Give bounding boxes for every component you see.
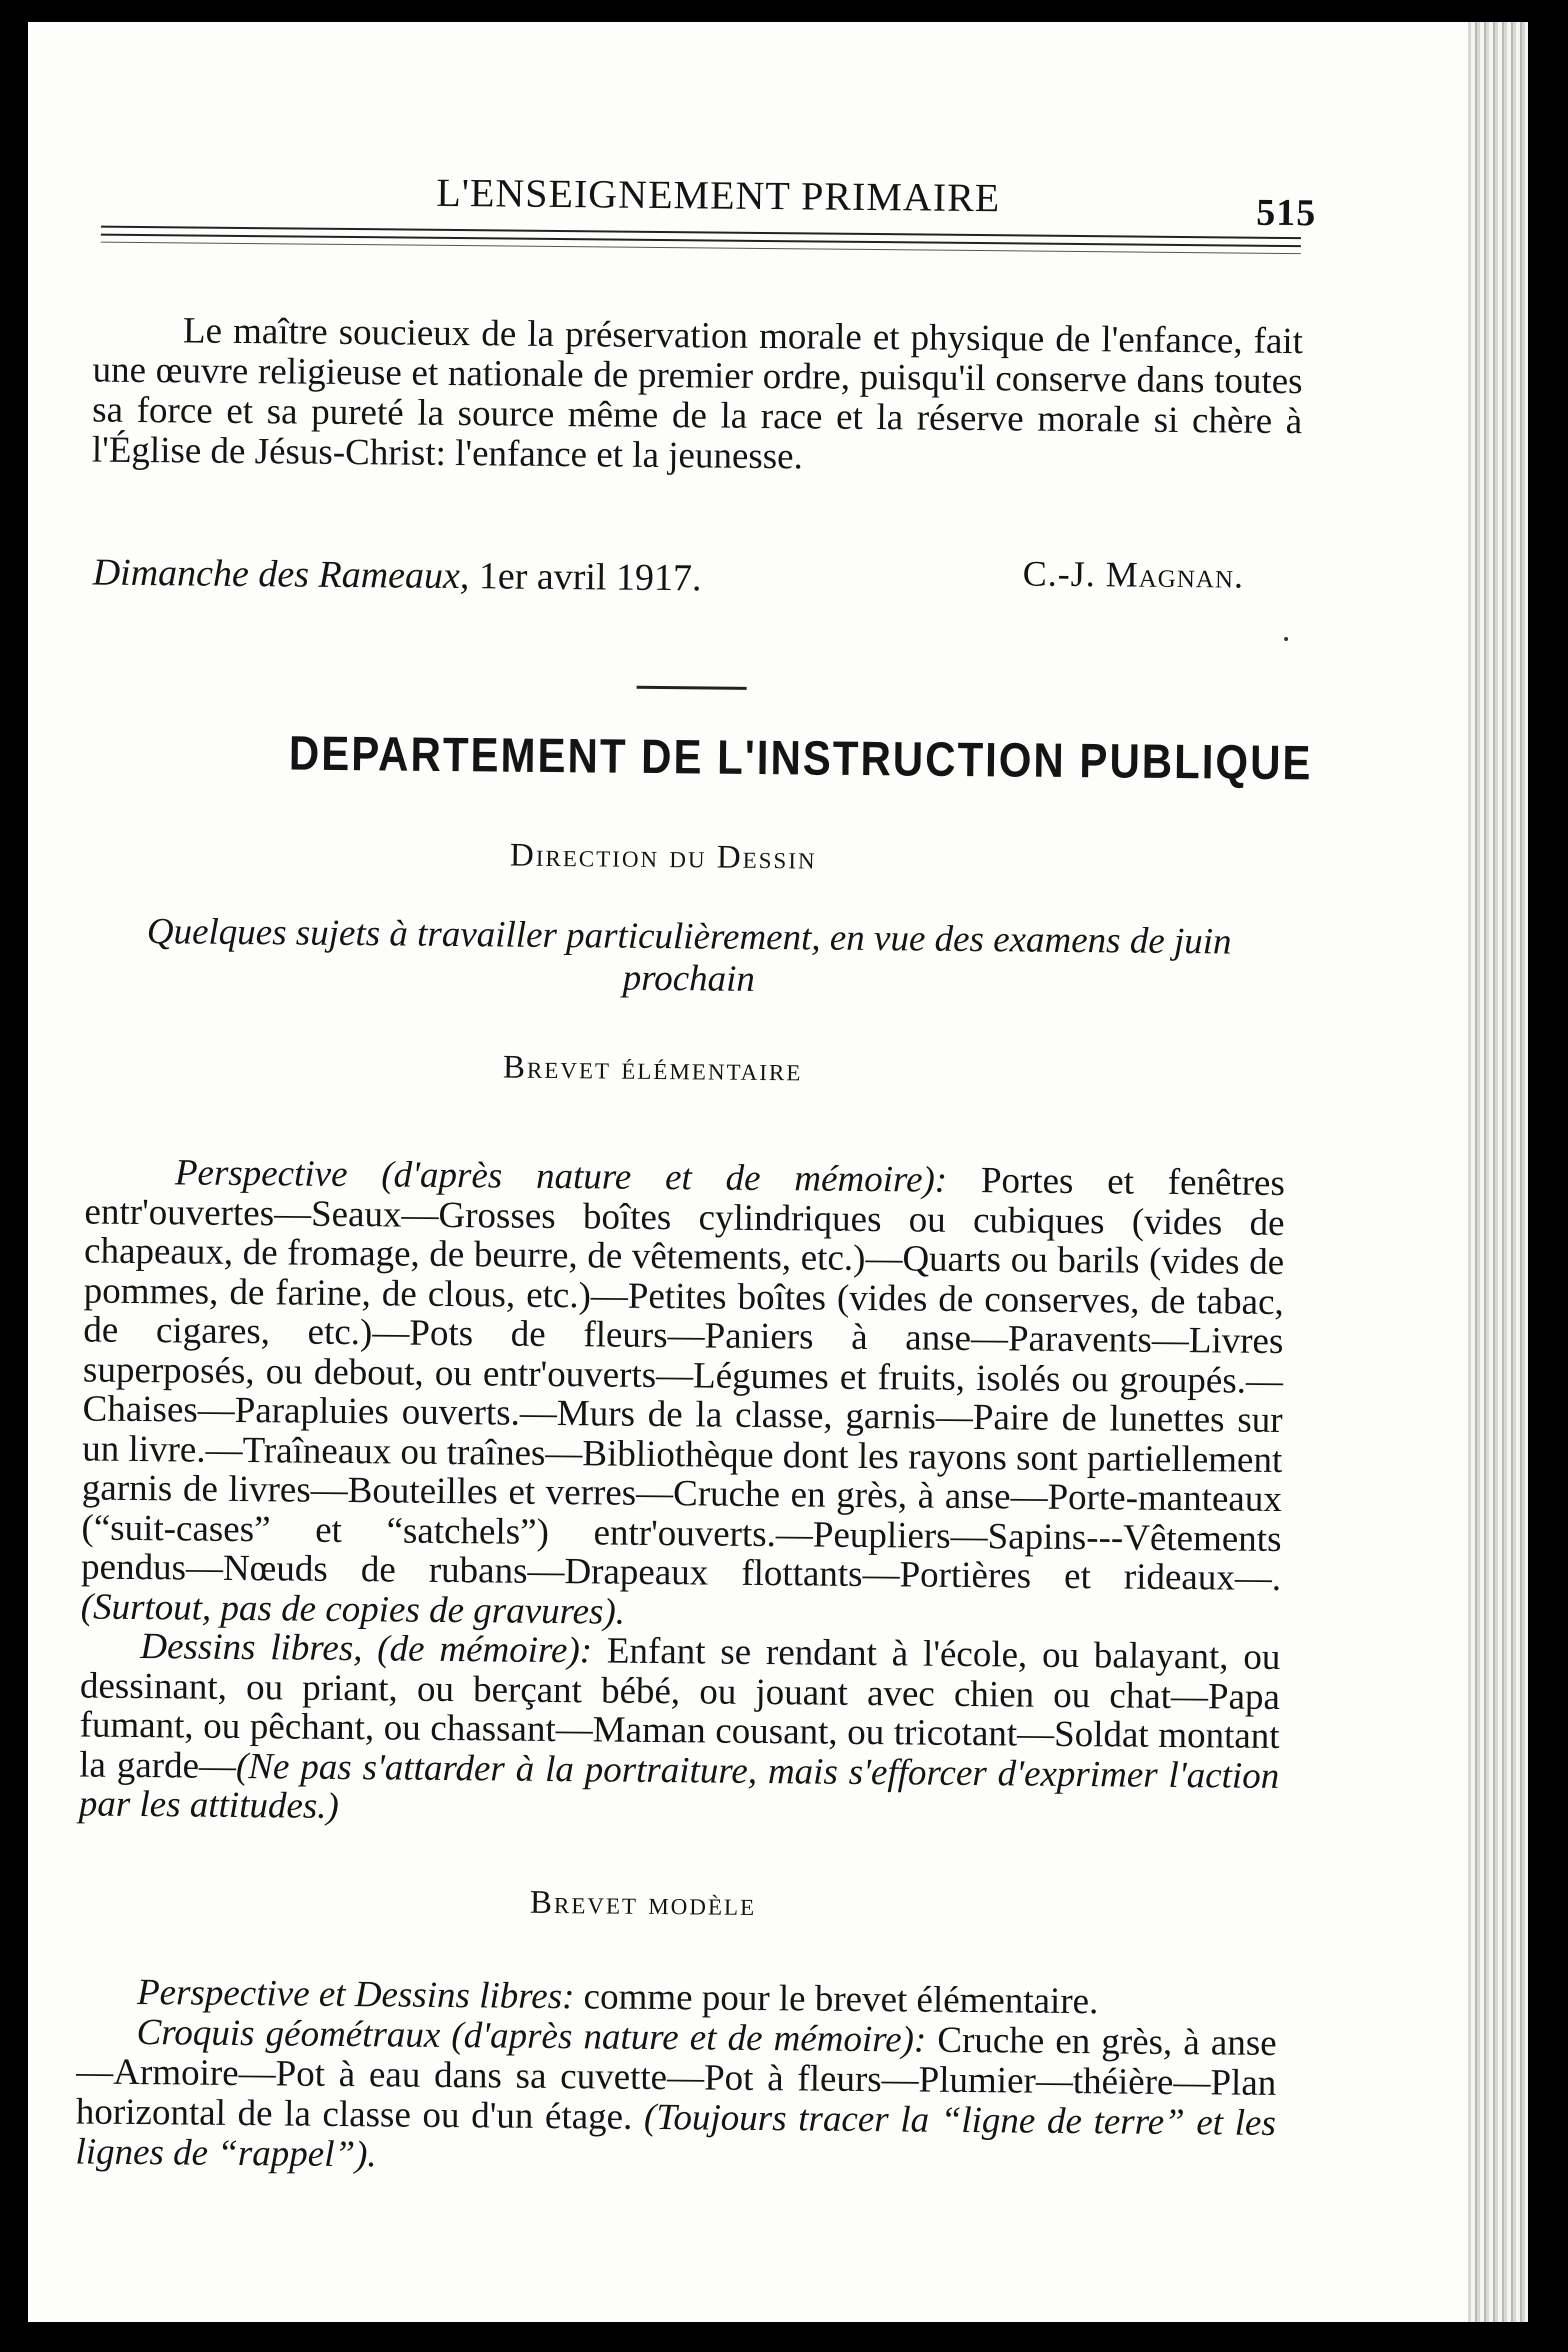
dateline bbox=[92, 551, 701, 601]
page-number: 515 bbox=[1255, 191, 1317, 235]
intro-paragraph-text: Le maître soucieux de la préservation morale et physique de l'enfance, fait une œuvre religieuse et nationale de premier ordre, puisqu'il conserve dans toutes sa force et sa pureté la source même de la race et la réserve morale si chère à l'Église de Jésus-Christ: l'enfance et la jeunesse. bbox=[91, 310, 1304, 478]
croquis-note: (Toujours tracer la “ligne de terre” et les lignes de “rappel”). bbox=[75, 2096, 1277, 2176]
page-text-block bbox=[28, 22, 1508, 2322]
croquis-label: Croquis géométraux (d'après nature et de mémoire): bbox=[136, 2012, 927, 2061]
direction-heading: Direction du Dessin bbox=[509, 837, 817, 877]
dessins-label: Dessins libres, (de mémoire): bbox=[140, 1626, 593, 1672]
perspective-note: (Surtout, pas de copies de gravures). bbox=[80, 1585, 626, 1633]
print-speck bbox=[1284, 637, 1288, 641]
brevet-modele-heading: Brevet modèle bbox=[529, 1884, 757, 1923]
brevet-elementaire-text bbox=[79, 1152, 1285, 1835]
brevet-elementaire-heading: Brevet élémentaire bbox=[502, 1049, 803, 1089]
subjects-heading: Quelques sujets à travailler particulièrement, en vue des examens de juin prochain bbox=[146, 911, 1232, 1000]
journal-title: L'ENSEIGNEMENT PRIMAIRE bbox=[436, 169, 1001, 221]
dateline-date: 1er avril 1917. bbox=[469, 555, 702, 600]
brevet-modele-text bbox=[75, 1972, 1277, 2184]
perspective-text: Portes et fenêtres entr'ouvertes—Seaux—Grosses boîtes cylindriques ou cubiques (vides de chapeaux, de fromage, de beurre, de vêtements, etc.)—Quarts ou barils (vides de pommes, de farine, de clous, etc.)—Petites boîtes (vides de conserves, de tabac, de cigares, etc.)—Pots de fleurs—Paniers à anse—Paravents—Livres superposés, ou debout, ou entr'ouverts—Légumes et fruits, isolés ou groupés.—Chaises—Parapluies ouverts.—Murs de la classe, garnis—Paire de lunettes sur un livre.—Traîneaux ou traînes—Bibliothèque dont les rayons sont partiellement garnis de livres—Bouteilles et verres—Cruche en grès, à anse—Porte-manteaux (“suit-cases” et “satchels”) entr'ouverts.—Peupliers—Sapins---Vêtements pendus—Nœuds de rubans—Drapeaux flottants—Portières et rideaux—. bbox=[80, 1159, 1286, 1599]
modele-line1-text: comme pour le brevet élémentaire. bbox=[574, 1976, 1099, 2023]
dateline-day: Dimanche des Rameaux, bbox=[92, 551, 470, 598]
book-page bbox=[28, 22, 1528, 2322]
croquis-text: Cruche en grès, à anse—Armoire—Pot à eau dans sa cuvette—Pot à fleurs—Plumier—théière—Plan horizontal de la classe ou d'un étage. bbox=[75, 2019, 1277, 2138]
running-header bbox=[97, 166, 1317, 235]
modele-line1-label: Perspective et Dessins libres: bbox=[136, 1972, 575, 2018]
perspective-label: Perspective (d'après nature et de mémoire): bbox=[174, 1152, 948, 1201]
dessins-note: (Ne pas s'attarder à la portraiture, mais s'efforcer d'exprimer l'action par les attitudes.) bbox=[78, 1745, 1280, 1827]
signature: C.-J. Magnan. bbox=[1022, 553, 1245, 596]
intro-paragraph bbox=[92, 311, 1303, 483]
section-divider bbox=[637, 686, 747, 690]
dessins-text: Enfant se rendant à l'école, ou balayant, ou dessinant, ou priant, ou berçant bébé, ou jouant avec chien ou chat—Papa fumant, ou pêchant, ou chassant—Maman cousant, ou tricotant—Soldat montant la garde— bbox=[79, 1630, 1281, 1787]
department-heading: DEPARTEMENT DE L'INSTRUCTION PUBLIQUE bbox=[288, 725, 1313, 790]
